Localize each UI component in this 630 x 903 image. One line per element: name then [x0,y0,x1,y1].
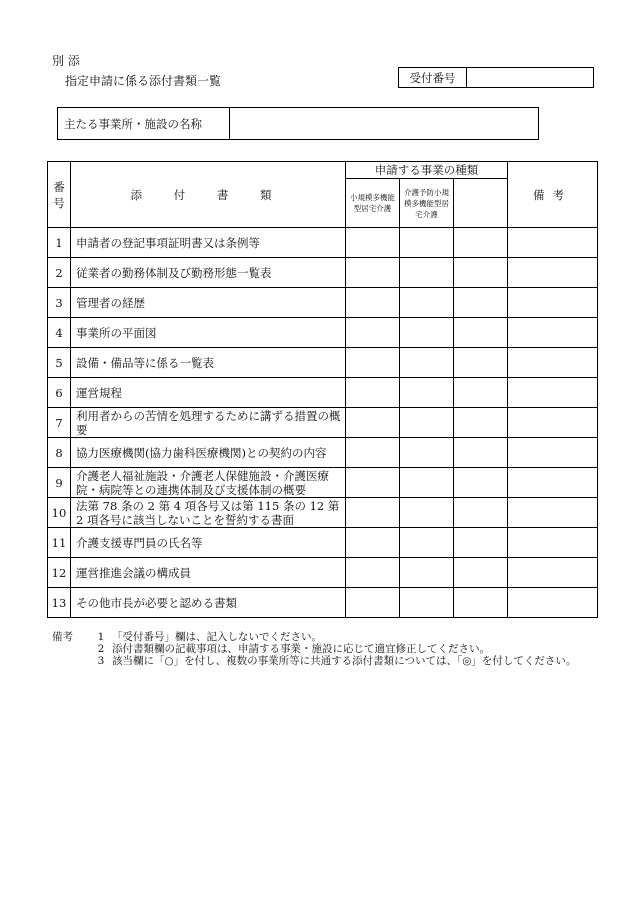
header-service-1: 小規模多機能型居宅介護 [346,179,400,228]
table-row [48,438,598,468]
row-service-3-mark[interactable] [454,558,508,588]
row-number: 3 [48,288,71,318]
row-service-1-mark[interactable] [346,528,400,558]
row-service-2-mark[interactable] [400,378,454,408]
row-number: 6 [48,378,71,408]
row-service-3-mark[interactable] [454,498,508,528]
header-number: 番号 [48,162,71,228]
row-service-3-mark[interactable] [454,438,508,468]
remarks-notes [52,631,582,667]
row-service-1-mark[interactable] [346,468,400,498]
row-service-1-mark[interactable] [346,498,400,528]
row-document: 運営推進会議の構成員 [71,558,346,588]
row-service-1-mark[interactable] [346,318,400,348]
annex-label: 別 添 [52,54,80,68]
table-row [48,348,598,378]
row-service-1-mark[interactable] [346,288,400,318]
row-number: 4 [48,318,71,348]
row-service-2-mark[interactable] [400,318,454,348]
row-service-3-mark[interactable] [454,408,508,438]
document-title: 指定申請に係る添付書類一覧 [65,74,222,88]
row-service-2-mark[interactable] [400,408,454,438]
row-service-2-mark[interactable] [400,588,454,618]
table-row [48,588,598,618]
facility-name-box [57,107,539,140]
header-documents: 添 付 書 類 [71,162,346,228]
row-document: 協力医療機関(協力歯科医療機関)との契約の内容 [71,438,346,468]
row-document: 介護支援専門員の氏名等 [71,528,346,558]
row-service-3-mark[interactable] [454,258,508,288]
row-document: 事業所の平面図 [71,318,346,348]
row-document: 管理者の経歴 [71,288,346,318]
row-service-2-mark[interactable] [400,528,454,558]
receipt-number-field[interactable] [467,68,593,87]
facility-name-label: 主たる事業所・施設の名称 [58,108,230,139]
row-service-2-mark[interactable] [400,438,454,468]
row-remarks[interactable] [508,468,598,498]
row-service-1-mark[interactable] [346,408,400,438]
row-service-3-mark[interactable] [454,378,508,408]
row-number: 1 [48,228,71,258]
row-remarks[interactable] [508,228,598,258]
row-document: 設備・備品等に係る一覧表 [71,348,346,378]
notes-label: 備考 [52,631,73,643]
row-remarks[interactable] [508,558,598,588]
row-service-3-mark[interactable] [454,228,508,258]
header-remarks: 備考 [508,162,598,228]
header-service-3 [454,179,508,228]
header-service-types: 申請する事業の種類 [346,162,508,179]
row-service-2-mark[interactable] [400,498,454,528]
row-document: 利用者からの苦情を処理するために講ずる措置の概要 [71,408,346,438]
row-service-1-mark[interactable] [346,228,400,258]
row-document: 従業者の勤務体制及び勤務形態一覧表 [71,258,346,288]
row-number: 9 [48,468,71,498]
row-document: 申請者の登記事項証明書又は条例等 [71,228,346,258]
row-number: 2 [48,258,71,288]
table-row [48,528,598,558]
table-row [48,408,598,438]
row-service-2-mark[interactable] [400,558,454,588]
row-service-3-mark[interactable] [454,348,508,378]
row-remarks[interactable] [508,288,598,318]
row-service-3-mark[interactable] [454,288,508,318]
row-service-1-mark[interactable] [346,438,400,468]
row-remarks[interactable] [508,528,598,558]
row-service-2-mark[interactable] [400,288,454,318]
row-number: 5 [48,348,71,378]
row-number: 11 [48,528,71,558]
row-service-2-mark[interactable] [400,468,454,498]
table-row [48,378,598,408]
row-service-1-mark[interactable] [346,378,400,408]
row-service-1-mark[interactable] [346,348,400,378]
row-remarks[interactable] [508,318,598,348]
table-row [48,258,598,288]
table-row [48,288,598,318]
row-service-1-mark[interactable] [346,258,400,288]
row-remarks[interactable] [508,438,598,468]
row-service-3-mark[interactable] [454,588,508,618]
facility-name-field[interactable] [230,108,538,139]
receipt-number-box [398,67,594,88]
row-service-2-mark[interactable] [400,348,454,378]
table-row [48,318,598,348]
attachment-table [47,161,598,618]
note-1: 備考 1 「受付番号」欄は、記入しないでください。 [52,631,322,643]
row-service-3-mark[interactable] [454,468,508,498]
row-number: 13 [48,588,71,618]
receipt-number-label: 受付番号 [399,68,467,87]
note-3: 3 該当欄に「○」を付し、複数の事業所等に共通する添付書類については、「◎」を付してください。 [97,655,577,667]
row-service-1-mark[interactable] [346,558,400,588]
row-remarks[interactable] [508,408,598,438]
row-remarks[interactable] [508,498,598,528]
row-remarks[interactable] [508,258,598,288]
table-row [48,558,598,588]
row-remarks[interactable] [508,588,598,618]
row-document: その他市長が必要と認める書類 [71,588,346,618]
row-number: 12 [48,558,71,588]
row-service-2-mark[interactable] [400,228,454,258]
row-document: 運営規程 [71,378,346,408]
row-service-2-mark[interactable] [400,258,454,288]
header-service-2: 介護予防小規模多機能型居宅介護 [400,179,454,228]
row-service-1-mark[interactable] [346,588,400,618]
row-document: 介護老人福祉施設・介護老人保健施設・介護医療院・病院等との連携体制及び支援体制の概要 [71,468,346,498]
row-service-3-mark[interactable] [454,318,508,348]
table-row [48,498,598,528]
row-document: 法第 78 条の 2 第 4 項各号又は第 115 条の 12 第 2 項各号に該当しないことを誓約する書面 [71,498,346,528]
table-row [48,468,598,498]
row-remarks[interactable] [508,378,598,408]
note-2: 2 添付書類欄の記載事項は、申請する事業・施設に応じて適宜修正してください。 [97,643,490,655]
row-number: 10 [48,498,71,528]
row-number: 7 [48,408,71,438]
row-service-3-mark[interactable] [454,528,508,558]
row-remarks[interactable] [508,348,598,378]
row-number: 8 [48,438,71,468]
table-row [48,228,598,258]
